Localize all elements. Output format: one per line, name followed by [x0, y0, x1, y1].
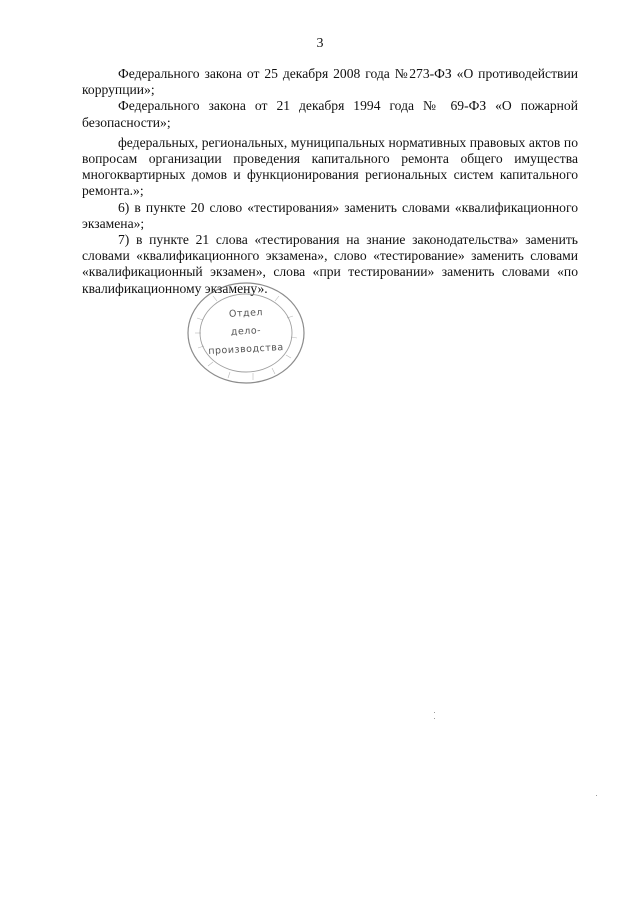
- page-number: 3: [316, 36, 324, 51]
- stamp-text-line-3: производства: [208, 342, 284, 357]
- office-stamp: [183, 278, 309, 388]
- stamp-text-line-2: дело-: [230, 325, 262, 338]
- paragraph-law-273: Федерального закона от 25 декабря 2008 года №273-ФЗ «О противодействии коррупции»;: [82, 66, 578, 98]
- scan-speck: [434, 712, 435, 713]
- paragraph-normative-acts: федеральных, региональных, муниципальных нормативных правовых актов по вопросам организации проведения капитального ремонта общего имущества многоквартирных домов и функционирования региональных систем капитального ремонта.»;: [82, 134, 578, 199]
- document-body: [82, 66, 578, 297]
- paragraph-item-7: 7) в пункте 21 слова «тестирования на знание законодательства» заменить словами «квалификационного экзамена», слово «тестирование» заменить словами «квалификационный экзамен», слова «при тестировании» заменить словами «по квалификационному экзамену».: [82, 232, 578, 296]
- paragraph-law-69: Федерального закона от 21 декабря 1994 года № 69-ФЗ «О пожарной безопасности»;: [82, 98, 578, 130]
- paragraph-item-6: 6) в пункте 20 слово «тестирования» заменить словами «квалификационного экзамена»;: [82, 199, 578, 231]
- scan-speck: [434, 718, 435, 719]
- scan-speck: [596, 795, 597, 796]
- stamp-text-line-1: Отдел: [228, 307, 264, 320]
